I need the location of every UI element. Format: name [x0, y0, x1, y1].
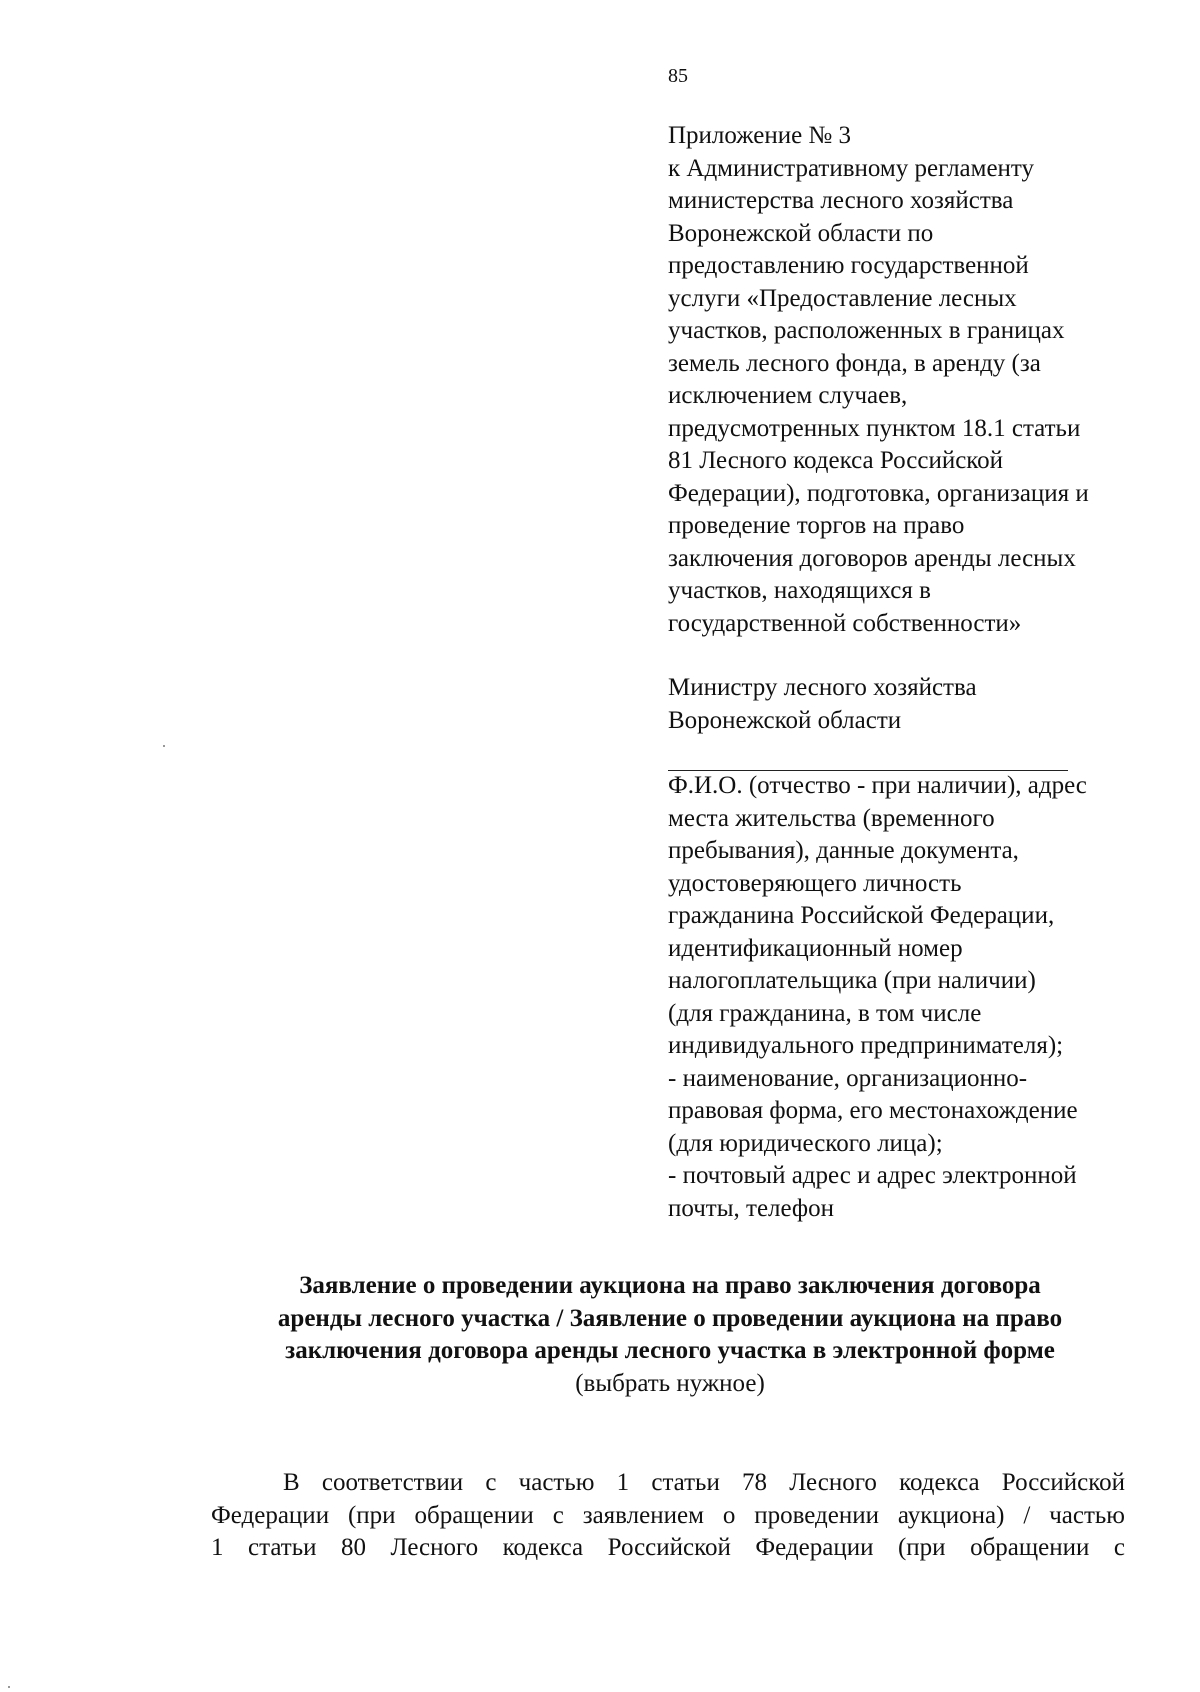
- appendix-line: услуги «Предоставление лесных: [668, 284, 1017, 312]
- body-paragraph: [211, 1467, 1125, 1565]
- addressee-line: Министру лесного хозяйства: [668, 674, 977, 701]
- applicant-hint-line: почты, телефон: [668, 1194, 835, 1222]
- body-line: 1 статьи 80 Лесного кодекса Российской Федерации (при обращении с: [211, 1534, 1125, 1561]
- statement-title-line: Заявление о проведении аукциона на право заключения договора: [299, 1272, 1041, 1299]
- applicant-hint-line: идентификационный номер: [668, 934, 963, 962]
- appendix-line: проведение торгов на право: [668, 512, 965, 539]
- appendix-line: участков, находящихся в: [668, 577, 931, 604]
- appendix-line: исключением случаев,: [668, 382, 908, 409]
- appendix-line: к Административному регламенту: [668, 154, 1035, 182]
- appendix-line: 81 Лесного кодекса Российской: [668, 447, 1004, 474]
- appendix-line: государственной собственности»: [668, 609, 1022, 637]
- applicant-hint-line: (для гражданина, в том числе: [668, 999, 982, 1027]
- scan-speck: [8, 1686, 10, 1688]
- appendix-line: Воронежской области по: [668, 219, 934, 247]
- body-line: В соответствии с частью 1 статьи 78 Лесного кодекса Российской: [283, 1469, 1125, 1496]
- appendix-line: предусмотренных пунктом 18.1 статьи: [668, 414, 1081, 442]
- applicant-hint-line: Ф.И.О. (отчество - при наличии), адрес: [668, 772, 1087, 799]
- appendix-line: Федерации), подготовка, организация и: [668, 479, 1089, 507]
- body-line: Федерации (при обращении с заявлением о проведении аукциона) / частью: [211, 1501, 1125, 1529]
- applicant-hint-line: налогоплательщика (при наличии): [668, 967, 1036, 994]
- applicant-hint-line: места жительства (временного: [668, 804, 995, 832]
- statement-note: (выбрать нужное): [575, 1370, 765, 1397]
- applicant-hint-line: индивидуального предпринимателя);: [668, 1032, 1064, 1059]
- applicant-hint-line: удостоверяющего личность: [668, 869, 962, 897]
- appendix-line: предоставлению государственной: [668, 252, 1029, 279]
- applicant-hint-line: гражданина Российской Федерации,: [668, 902, 1055, 929]
- applicant-hint-block: [668, 770, 1168, 1225]
- applicant-hint-line: - наименование, организационно-: [668, 1064, 1028, 1092]
- applicant-hint-line: правовая форма, его местонахождение: [668, 1097, 1078, 1124]
- appendix-block: [668, 120, 1168, 640]
- applicant-hint-line: (для юридического лица);: [668, 1129, 943, 1157]
- statement-title-line: заключения договора аренды лесного участка в электронной форме: [285, 1337, 1055, 1364]
- appendix-line: земель лесного фонда, в аренду (за: [668, 349, 1041, 377]
- statement-title-line: аренды лесного участка / Заявление о проведении аукциона на право: [277, 1304, 1063, 1332]
- page-number: 85: [668, 65, 688, 87]
- appendix-line: министерства лесного хозяйства: [668, 187, 1014, 214]
- appendix-line: заключения договоров аренды лесных: [668, 544, 1076, 572]
- appendix-line: Приложение № 3: [668, 122, 852, 149]
- statement-title: [200, 1270, 1140, 1368]
- scan-speck: [163, 745, 165, 747]
- appendix-line: участков, расположенных в границах: [668, 317, 1065, 344]
- addressee-line: Воронежской области: [668, 706, 902, 734]
- applicant-hint-line: пребывания), данные документа,: [668, 837, 1019, 864]
- applicant-hint-line: - почтовый адрес и адрес электронной: [668, 1162, 1077, 1189]
- addressee-block: [668, 672, 1168, 737]
